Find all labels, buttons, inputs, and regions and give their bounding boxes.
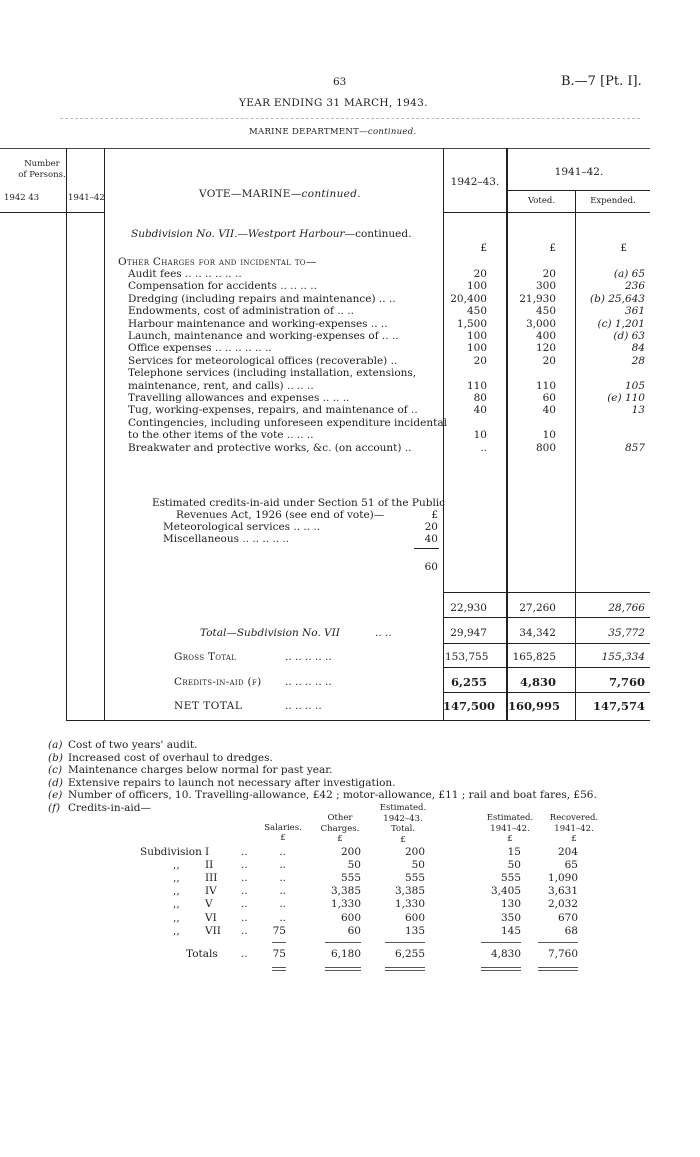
- item-voted-1941: 110: [535, 379, 556, 392]
- credits-row-salaries: ..: [279, 898, 286, 911]
- totals-dots: ..: [241, 948, 248, 960]
- credits-row-other: 3,385: [330, 885, 361, 898]
- item-estimate-1942: 100: [466, 330, 487, 342]
- net-total-label: NET TOTAL: [174, 700, 243, 712]
- item-label: Breakwater and protective works, &c. (on account) ..: [128, 441, 412, 454]
- double-rule: [481, 970, 521, 971]
- credits-row-recovered: 204: [557, 846, 578, 858]
- credits-heading: Estimated credits-in-aid under Section 51 of the Public: [152, 497, 446, 509]
- totals-rule: [538, 942, 578, 943]
- item-estimate-1942: 100: [466, 342, 487, 355]
- item-voted-1941: 40: [542, 404, 556, 417]
- gross-total-voted: 165,825: [512, 651, 556, 663]
- item-label: to the other items of the vote .. .. ..: [128, 429, 314, 442]
- item-expended-1941: 13: [631, 404, 645, 417]
- credits-row-estimated-1941: 145: [500, 924, 521, 937]
- credits-row-estimated-1941: 130: [500, 898, 521, 911]
- totals-other: 6,180: [330, 948, 361, 960]
- column-rule: [66, 148, 67, 720]
- credits-row-estimated: 600: [404, 911, 425, 924]
- credits-row-label: ,,: [173, 911, 180, 924]
- footnote-key: (b): [48, 751, 63, 764]
- credits-row-salaries: ..: [279, 872, 286, 885]
- credits-total: 60: [424, 561, 438, 573]
- footnote-key: (f): [48, 802, 61, 814]
- credits-row-number: VI: [205, 911, 217, 924]
- item-expended-1941: (a) 65: [613, 268, 645, 280]
- item-expended-1941: 236: [624, 280, 645, 293]
- subtotal-rule: [443, 592, 650, 593]
- credit-value-miscellaneous: 40: [424, 533, 438, 545]
- credits-row-recovered: 65: [564, 859, 578, 872]
- credits-in-aid-dots: .. .. .. .. ..: [285, 676, 332, 688]
- item-expended-1941: 857: [624, 441, 645, 454]
- document-reference: B.—7 [Pt. I].: [561, 74, 642, 89]
- credits-row-estimated-1941: 555: [500, 872, 521, 885]
- totals-recovered: 7,760: [547, 948, 578, 960]
- item-voted-1941: 60: [542, 392, 556, 404]
- item-voted-1941: 300: [535, 280, 556, 293]
- gross-total-1942: 153,755: [445, 651, 489, 663]
- credits-row-estimated: 555: [404, 872, 425, 885]
- item-label: Telephone services (including installation, extensions,: [128, 367, 417, 380]
- year-title: YEAR ENDING 31 MARCH, 1943.: [239, 97, 428, 109]
- credits-row-dots: ..: [241, 924, 248, 937]
- gross-total-label: Gross Total: [174, 651, 237, 663]
- item-estimate-1942: 110: [466, 379, 487, 392]
- gross-rule: [443, 667, 650, 668]
- credits-table-header-salaries: Salaries. £: [264, 823, 302, 843]
- footnote-text: Credits-in-aid—: [68, 802, 152, 814]
- column-header-1942: 1942–43.: [450, 176, 500, 188]
- credits-row-recovered: 3,631: [547, 885, 578, 898]
- credits-row-dots: ..: [241, 911, 248, 924]
- double-rule: [272, 967, 286, 968]
- item-label: Harbour maintenance and working-expenses .. ..: [128, 317, 388, 330]
- credits-row-dots: ..: [241, 859, 248, 872]
- double-rule: [272, 970, 286, 971]
- item-expended-1941: (c) 1,201: [597, 317, 645, 330]
- credits-row-label: Subdivision: [140, 846, 202, 858]
- credits-table-header-estimated: Estimated. 1942–43. Total. £: [379, 803, 427, 845]
- credits-row-number: II: [205, 859, 214, 872]
- item-label: Launch, maintenance and working-expenses of .. ..: [128, 330, 399, 342]
- credits-row-other: 555: [340, 872, 361, 885]
- subdivision-title: Subdivision No. VII.—Westport Harbour—continued.: [131, 228, 412, 240]
- footnote-key: (d): [48, 776, 63, 789]
- totals-rule: [481, 942, 521, 943]
- credits-in-aid-label: Credits-in-aid (f): [174, 676, 262, 688]
- footnote-text: Extensive repairs to launch not necessary after investigation.: [68, 776, 396, 789]
- credits-row-other: 1,330: [330, 898, 361, 911]
- credits-row-label: ,,: [173, 898, 180, 911]
- credits-row-recovered: 68: [564, 924, 578, 937]
- total-subdivision-label: Total—Subdivision No. VII: [200, 627, 340, 639]
- item-estimate-1942: 10: [473, 429, 487, 442]
- item-voted-1941: 20: [542, 354, 556, 367]
- item-expended-1941: 28: [631, 354, 645, 367]
- item-expended-1941: (e) 110: [607, 392, 645, 404]
- item-expended-1941: 361: [624, 305, 645, 318]
- credits-row-dots: ..: [241, 846, 248, 858]
- total-subdivision-1942: 29,947: [450, 627, 487, 639]
- credits-row-label: ,,: [173, 885, 180, 898]
- subtotal-expended: 28,766: [608, 602, 645, 614]
- totals-label: Totals: [186, 948, 218, 960]
- sum-rule: [414, 548, 439, 549]
- item-estimate-1942: 40: [473, 404, 487, 417]
- credit-label-meteorological: Meteorological services .. .. ..: [163, 521, 321, 533]
- net-total-dots: .. .. .. ..: [285, 700, 322, 712]
- divider: [60, 118, 640, 119]
- credits-row-estimated-1941: 50: [507, 859, 521, 872]
- header-rule: [0, 212, 104, 213]
- subtotal-1942: 22,930: [450, 602, 487, 614]
- credits-row-salaries: ..: [279, 859, 286, 872]
- credits-row-dots: ..: [241, 898, 248, 911]
- totals-estimated-1941: 4,830: [490, 948, 521, 960]
- credits-row-estimated: 3,385: [394, 885, 425, 898]
- item-estimate-1942: ..: [480, 441, 487, 454]
- credits-row-other: 600: [340, 911, 361, 924]
- credits-table-header-recovered: Recovered. 1941–42. £: [549, 813, 599, 844]
- item-voted-1941: 450: [535, 305, 556, 318]
- column-header-1941: 1941–42.: [554, 166, 604, 178]
- credits-row-dots: ..: [241, 872, 248, 885]
- column-rule: [104, 148, 105, 720]
- credits-row-label: ,,: [173, 872, 180, 885]
- credits-row-estimated-1941: 350: [500, 911, 521, 924]
- total-rule: [443, 643, 650, 644]
- subtotal-voted: 27,260: [519, 602, 556, 614]
- net-total-1942: 147,500: [443, 699, 496, 713]
- column-header-expended: Expended.: [590, 196, 636, 206]
- column-rule: [575, 190, 576, 720]
- item-estimate-1942: 450: [466, 305, 487, 318]
- totals-salaries: 75: [272, 948, 286, 960]
- credits-row-number: V: [205, 898, 213, 911]
- net-total-voted: 160,995: [508, 699, 561, 713]
- footnote-text: Cost of two years' audit.: [68, 739, 198, 751]
- credits-row-number: VII: [205, 924, 221, 937]
- credit-label-miscellaneous: Miscellaneous .. .. .. .. ..: [163, 533, 290, 545]
- vote-title: VOTE—MARINE—continued.: [199, 188, 361, 200]
- item-voted-1941: 3,000: [525, 317, 556, 330]
- item-label: Dredging (including repairs and maintenance) .. ..: [128, 292, 396, 305]
- credits-in-aid-expended: 7,760: [608, 675, 645, 689]
- footnote-text: Number of officers, 10. Travelling-allowance, £42 ; motor-allowance, £11 ; rail and boat fares, £56.: [68, 789, 597, 802]
- item-label: maintenance, rent, and calls) .. .. ..: [128, 379, 314, 392]
- credits-row-recovered: 1,090: [547, 872, 578, 885]
- double-rule: [385, 970, 425, 971]
- item-voted-1941: 400: [535, 330, 556, 342]
- credits-currency: £: [431, 509, 438, 521]
- double-rule: [481, 967, 521, 968]
- item-label: Office expenses .. .. .. .. .. ..: [128, 342, 272, 355]
- credits-row-salaries: ..: [279, 885, 286, 898]
- other-charges-heading: Other Charges for and incidental to—: [118, 256, 317, 268]
- page-number: 63: [333, 76, 347, 88]
- item-label: Travelling allowances and expenses .. .. ..: [128, 392, 350, 404]
- item-label: Audit fees .. .. .. .. .. ..: [128, 268, 242, 280]
- double-rule: [325, 967, 361, 968]
- credits-row-number: I: [205, 846, 210, 858]
- persons-year-1941: 1941–42: [68, 193, 105, 203]
- total-subdivision-expended: 35,772: [608, 627, 645, 639]
- credit-value-meteorological: 20: [424, 521, 438, 533]
- item-estimate-1942: 1,500: [456, 317, 487, 330]
- credits-row-estimated: 135: [404, 924, 425, 937]
- double-rule: [385, 967, 425, 968]
- column-rule: [443, 148, 444, 720]
- double-rule: [538, 967, 578, 968]
- item-label: Contingencies, including unforeseen expenditure incidental: [128, 416, 447, 429]
- persons-header: Number of Persons.: [18, 159, 66, 180]
- footnote-text: Increased cost of overhaul to dredges.: [68, 751, 273, 764]
- item-voted-1941: 20: [542, 268, 556, 280]
- credits-heading-cont: Revenues Act, 1926 (see end of vote)—: [176, 509, 385, 521]
- footnote-key: (e): [48, 789, 63, 802]
- item-voted-1941: 10: [542, 429, 556, 442]
- credits-row-estimated: 200: [404, 846, 425, 858]
- credits-row-label: ,,: [173, 859, 180, 872]
- credits-table-header-other: Other Charges. £: [320, 813, 360, 844]
- double-rule: [325, 970, 361, 971]
- total-subdivision-dots: .. ..: [375, 627, 392, 639]
- item-expended-1941: (b) 25,643: [590, 292, 645, 305]
- total-subdivision-voted: 34,342: [519, 627, 556, 639]
- credits-row-salaries: ..: [279, 911, 286, 924]
- header-rule: [508, 190, 650, 191]
- credits-row-estimated: 50: [411, 859, 425, 872]
- net-total-expended: 147,574: [592, 699, 645, 713]
- credits-row-salaries: 75: [272, 924, 286, 937]
- currency-1942: £: [480, 242, 487, 254]
- currency-expended: £: [620, 242, 627, 254]
- item-voted-1941: 800: [535, 441, 556, 454]
- item-expended-1941: 84: [631, 342, 645, 355]
- credits-row-estimated-1941: 15: [507, 846, 521, 858]
- item-label: Endowments, cost of administration of .. ..: [128, 305, 354, 318]
- totals-estimated: 6,255: [394, 948, 425, 960]
- item-expended-1941: (d) 63: [613, 330, 645, 342]
- item-voted-1941: 120: [535, 342, 556, 355]
- item-estimate-1942: 20: [473, 268, 487, 280]
- footnote-key: (c): [48, 764, 63, 777]
- gross-total-dots: .. .. .. .. ..: [285, 651, 332, 663]
- persons-year-1942: 1942 43: [4, 193, 40, 203]
- footnote-text: Maintenance charges below normal for past year.: [68, 764, 333, 777]
- table-top-rule: [0, 148, 650, 149]
- credits-row-other: 50: [347, 859, 361, 872]
- totals-rule: [385, 942, 425, 943]
- subtotal-rule: [443, 617, 650, 618]
- credits-row-dots: ..: [241, 885, 248, 898]
- credits-row-number: III: [205, 872, 218, 885]
- item-label: Compensation for accidents .. .. .. ..: [128, 280, 317, 293]
- item-expended-1941: 105: [624, 379, 645, 392]
- item-label: Tug, working-expenses, repairs, and maintenance of ..: [128, 404, 418, 417]
- credits-rule: [443, 692, 650, 693]
- credits-row-salaries: ..: [279, 846, 286, 858]
- credits-row-recovered: 670: [557, 911, 578, 924]
- gross-total-expended: 155,334: [601, 651, 645, 663]
- credits-row-other: 200: [340, 846, 361, 858]
- item-voted-1941: 21,930: [519, 292, 556, 305]
- item-estimate-1942: 20: [473, 354, 487, 367]
- totals-rule: [325, 942, 361, 943]
- credits-row-recovered: 2,032: [547, 898, 578, 911]
- credits-row-other: 60: [347, 924, 361, 937]
- item-label: Services for meteorological offices (recoverable) ..: [128, 354, 398, 367]
- credits-row-estimated: 1,330: [394, 898, 425, 911]
- department-title: MARINE DEPARTMENT—continued.: [249, 127, 417, 137]
- credits-in-aid-1942: 6,255: [450, 675, 487, 689]
- column-header-voted: Voted.: [527, 196, 556, 206]
- credits-row-estimated-1941: 3,405: [490, 885, 521, 898]
- table-bottom-rule: [66, 720, 650, 721]
- credits-row-number: IV: [205, 885, 217, 898]
- credits-in-aid-voted: 4,830: [519, 675, 556, 689]
- double-rule: [538, 970, 578, 971]
- item-estimate-1942: 100: [466, 280, 487, 293]
- footnote-key: (a): [48, 739, 63, 751]
- item-estimate-1942: 80: [473, 392, 487, 404]
- item-estimate-1942: 20,400: [450, 292, 487, 305]
- currency-voted: £: [549, 242, 556, 254]
- totals-rule: [272, 942, 286, 943]
- credits-table-header-estimated-1941: Estimated. 1941–42. £: [486, 813, 534, 844]
- header-rule: [443, 212, 650, 213]
- credits-row-label: ,,: [173, 924, 180, 937]
